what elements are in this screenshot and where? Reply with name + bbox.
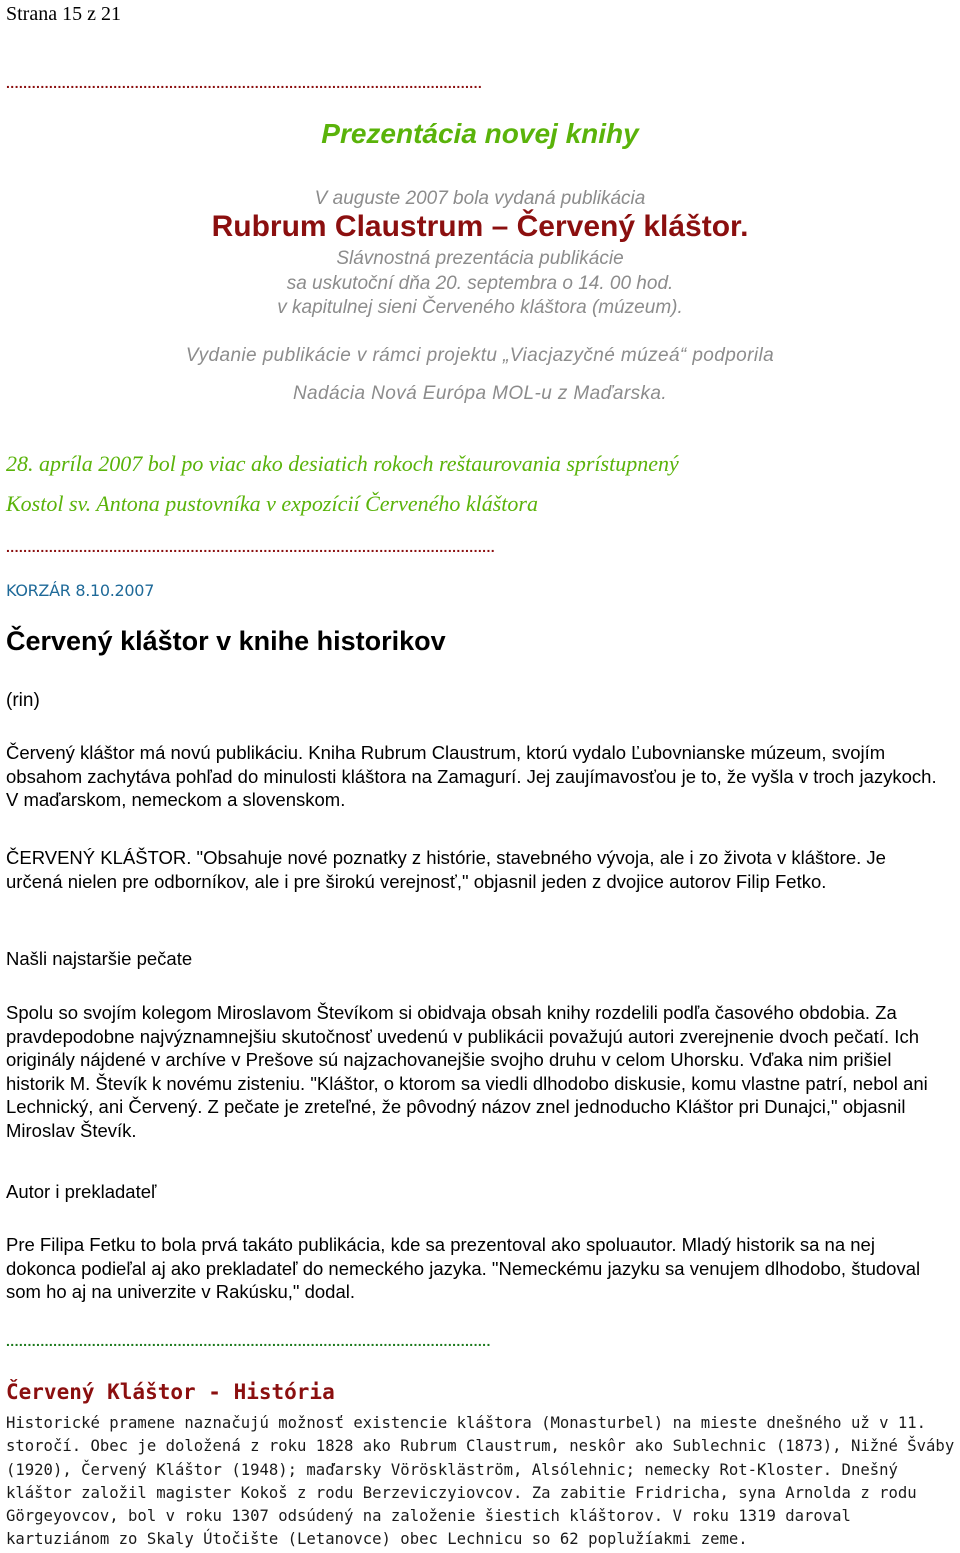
- presentation-line-4: sa uskutoční dňa 20. septembra o 14. 00 hod.: [286, 273, 674, 294]
- page-number-header: Strana 15 z 21: [6, 3, 121, 25]
- article-subheading-2: Autor i prekladateľ: [6, 1181, 157, 1202]
- article-paragraph-3: Spolu so svojím kolegom Miroslavom Števíkom si obidvaja obsah knihy rozdelili podľa časového obdobia. Za pravdepodobne najvýznamnejšiu skutočnosť uvedenú v publikácii považujú autori zverejnenie dvoch pečatí. Ich originály nájdené v archíve v Prešove sú najzachovanejšie svojho druhu v celom Uhorsku. Vďaka nim prišiel historik M. Števík k novému zisteniu. "Kláštor, o ktorom sa viedli dlhodobo diskusie, komu vlastne patrí, nebol ani Lechnický, ani Červený. Z pečate je zreteľné, že pôvodný názov znel jednoducho Kláštor pri Dunajci," objasnil Miroslav Števík.: [6, 1002, 928, 1141]
- presentation-line-3: Slávnostná prezentácia publikácie: [336, 248, 624, 269]
- separator-history: .................................................................................................................: [6, 1334, 491, 1348]
- church-line-1: 28. apríla 2007 bol po viac ako desiatich rokoch reštaurovania sprístupnený: [6, 451, 679, 476]
- history-title: Červený Kláštor - História: [6, 1380, 335, 1404]
- article-paragraph-4: Pre Filipa Fetku to bola prvá takáto publikácia, kde sa prezentoval ako spoluautor. Mladý historik sa na nej dokonca podieľal aj ako prekladateľ do nemeckého jazyka. "Nemeckému jazyku sa venujem dlhodobo, študoval som ho aj na univerzite v Rakúsku," dodal.: [6, 1234, 921, 1302]
- article-title: Červený kláštor v knihe historikov: [6, 626, 446, 656]
- book-title: Rubrum Claustrum – Červený kláštor.: [211, 210, 749, 243]
- article-paragraph-2: ČERVENÝ KLÁŠTOR. "Obsahuje nové poznatky z histórie, stavebného vývoja, ale i zo života v kláštore. Je určená nielen pre odborníkov, ale i pre širokú verejnosť," objasnil jeden z dvojice autorov Filip Fetko.: [6, 847, 886, 892]
- history-text: Historické pramene naznačujú možnosť existencie kláštora (Monasturbel) na mieste dnešného už v 11. storočí. Obec je doložená z roku 1828 ako Rubrum Claustrum, neskôr ako Sublechnic (1873), Nižné Šváby (1920), Červený Kláštor (1948); maďarsky Vöröskläström, Alsólehnic; nemecky Rot-Kloster. Dnešný kláštor založil magister Kokoš z rodu Berzeviczyiovcov. Za zabitie Fridricha, syna Arnolda z rodu Görgeyovcov, bol v roku 1307 odsúdený na založenie šiestich kláštorov. V roku 1319 daroval kartuziánom zo Skaly Útočište (Letanovce) obec Lechnicu so 62 poplužíakmi zeme.: [6, 1414, 955, 1549]
- article-author: (rin): [6, 690, 40, 711]
- church-line-2: Kostol sv. Antona pustovníka v expozícií Červeného kláštora: [6, 491, 538, 516]
- project-line-2: Nadácia Nová Európa MOL-u z Maďarska.: [292, 383, 668, 404]
- presentation-line-1: V auguste 2007 bola vydaná publikácia: [314, 188, 646, 209]
- article-subheading-1: Našli najstaršie pečate: [6, 948, 193, 969]
- article-source: KORZÁR 8.10.2007: [6, 581, 155, 600]
- separator-korzar: ..................................................................................................................: [6, 540, 496, 554]
- presentation-line-5: v kapitulnej sieni Červeného kláštora (múzeum).: [277, 297, 683, 318]
- separator-top: ...............................................................................................................: [6, 76, 483, 90]
- article-paragraph-1: Červený kláštor má novú publikáciu. Kniha Rubrum Claustrum, ktorú vydalo Ľubovnianske múzeum, svojím obsahom zachytáva pohľad do minulosti kláštora na Zamagurí. Jej zaujímavosťou je to, že vyšla v troch jazykoch. V maďarskom, nemeckom a slovenskom.: [6, 742, 937, 810]
- project-line-1: Vydanie publikácie v rámci projektu „Viacjazyčné múzeá“ podporila: [185, 345, 775, 366]
- presentation-title: Prezentácia novej knihy: [321, 118, 639, 149]
